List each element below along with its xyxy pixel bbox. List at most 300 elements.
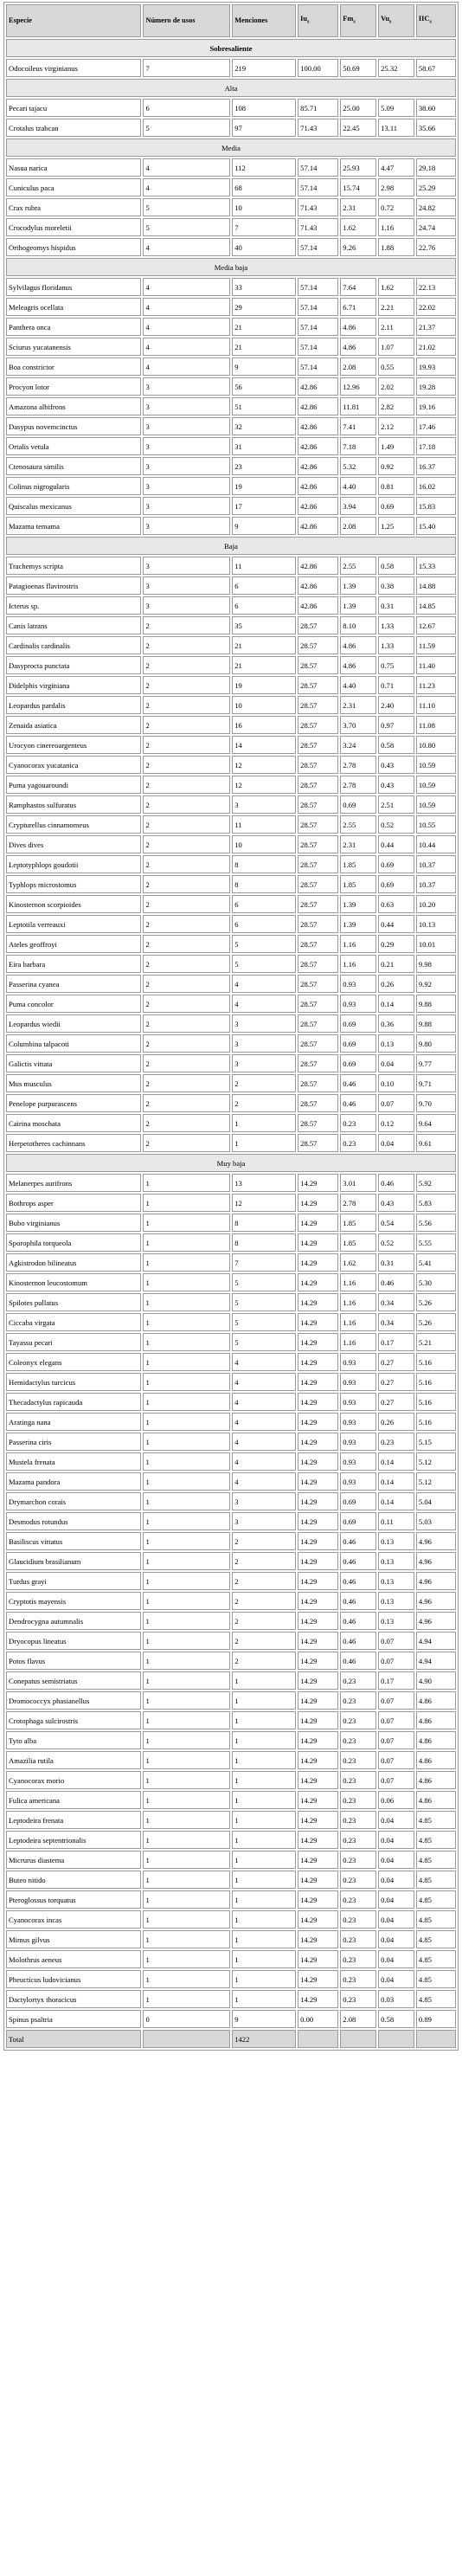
cell-vus: 0.07 xyxy=(378,1652,414,1670)
cell-iics: 9.88 xyxy=(416,995,456,1013)
cell-numero-usos: 5 xyxy=(143,119,230,137)
cell-iics: 4.85 xyxy=(416,1871,456,1889)
cell-fms: 0.46 xyxy=(340,1532,376,1550)
cell-iics: 5.83 xyxy=(416,1194,456,1212)
cell-ius: 28.57 xyxy=(298,656,338,674)
cell-ius: 57.14 xyxy=(298,178,338,196)
cell-ius: 57.14 xyxy=(298,158,338,177)
cell-especie: Amazilia rutila xyxy=(6,1751,141,1769)
cell-menciones: 9 xyxy=(232,517,296,535)
cell-vus: 1.16 xyxy=(378,218,414,236)
cell-iics: 25.29 xyxy=(416,178,456,196)
cell-especie: Trachemys scripta xyxy=(6,557,141,575)
cell-ius: 14.29 xyxy=(298,1771,338,1789)
cell-fms: 0.46 xyxy=(340,1612,376,1630)
cell-iics: 17.18 xyxy=(416,437,456,455)
cell-vus: 0.46 xyxy=(378,1174,414,1192)
cell-fms: 0.23 xyxy=(340,1871,376,1889)
cell-menciones: 12 xyxy=(232,776,296,794)
cell-ius: 14.29 xyxy=(298,1273,338,1291)
cell-numero-usos: 5 xyxy=(143,198,230,216)
cell-menciones: 1 xyxy=(232,1751,296,1769)
cell-especie: Leopardus pardalis xyxy=(6,696,141,714)
cell-fms: 3.94 xyxy=(340,497,376,515)
cell-numero-usos: 7 xyxy=(143,59,230,77)
cell-iics: 9.92 xyxy=(416,975,456,993)
cell-fms: 0.23 xyxy=(340,1831,376,1849)
cell-menciones: 2 xyxy=(232,1632,296,1650)
cell-vus: 0.17 xyxy=(378,1333,414,1351)
cell-iics: 38.60 xyxy=(416,99,456,117)
cell-iics: 16.02 xyxy=(416,477,456,495)
table-row xyxy=(6,1552,456,1570)
cell-vus: 0.14 xyxy=(378,1472,414,1491)
cell-numero-usos: 4 xyxy=(143,318,230,336)
cell-menciones: 21 xyxy=(232,656,296,674)
cell-especie: Dryocopus lineatus xyxy=(6,1632,141,1650)
cell-vus: 1.49 xyxy=(378,437,414,455)
cell-vus: 1.88 xyxy=(378,238,414,256)
table-row xyxy=(6,1572,456,1590)
cell-especie: Panthera onca xyxy=(6,318,141,336)
total-label: Total xyxy=(6,2030,141,2048)
cell-vus: 0.72 xyxy=(378,198,414,216)
table-row xyxy=(6,497,456,515)
col-header-fms: $Fm_s$ xyxy=(340,4,376,37)
cell-ius: 14.29 xyxy=(298,1253,338,1272)
table-row xyxy=(6,756,456,774)
cell-iics: 4.94 xyxy=(416,1632,456,1650)
cell-especie: Leptotila verreauxi xyxy=(6,915,141,933)
cell-iics: 4.96 xyxy=(416,1612,456,1630)
cell-vus: 0.14 xyxy=(378,1492,414,1510)
cell-vus: 0.71 xyxy=(378,676,414,694)
cell-ius: 14.29 xyxy=(298,1652,338,1670)
cell-menciones: 12 xyxy=(232,1194,296,1212)
cell-especie: Dactylortyx thoracicus xyxy=(6,1990,141,2008)
cell-iics: 10.44 xyxy=(416,835,456,853)
cell-vus: 0.58 xyxy=(378,2010,414,2028)
cell-fms: 4.40 xyxy=(340,477,376,495)
cell-menciones: 4 xyxy=(232,1353,296,1371)
table-row xyxy=(6,1472,456,1491)
table-row xyxy=(6,1910,456,1929)
cell-fms: 4.86 xyxy=(340,656,376,674)
cell-menciones: 2 xyxy=(232,1074,296,1092)
cell-menciones: 108 xyxy=(232,99,296,117)
cell-ius: 14.29 xyxy=(298,1433,338,1451)
cell-numero-usos: 1 xyxy=(143,1990,230,2008)
table-row xyxy=(6,696,456,714)
cell-numero-usos: 1 xyxy=(143,1771,230,1789)
cell-numero-usos: 2 xyxy=(143,636,230,654)
table-row xyxy=(6,1253,456,1272)
cell-numero-usos: 3 xyxy=(143,497,230,515)
table-row xyxy=(6,437,456,455)
cell-iics: 4.90 xyxy=(416,1671,456,1690)
cell-iics: 5.12 xyxy=(416,1452,456,1471)
cell-menciones: 11 xyxy=(232,815,296,834)
cell-numero-usos: 1 xyxy=(143,1851,230,1869)
cell-menciones: 4 xyxy=(232,1393,296,1411)
cell-menciones: 16 xyxy=(232,716,296,734)
table-row xyxy=(6,417,456,435)
cell-vus: 0.04 xyxy=(378,1950,414,1968)
cell-vus: 0.92 xyxy=(378,457,414,475)
cell-vus: 0.38 xyxy=(378,576,414,595)
cell-vus: 0.13 xyxy=(378,1592,414,1610)
cell-numero-usos: 1 xyxy=(143,1930,230,1948)
cell-ius: 42.86 xyxy=(298,457,338,475)
cell-fms: 0.93 xyxy=(340,1433,376,1451)
cell-numero-usos: 1 xyxy=(143,1950,230,1968)
cell-ius: 14.29 xyxy=(298,1612,338,1630)
cell-iics: 9.71 xyxy=(416,1074,456,1092)
table-row xyxy=(6,99,456,117)
table-row xyxy=(6,776,456,794)
cell-iics: 9.88 xyxy=(416,1014,456,1033)
table-row xyxy=(6,616,456,634)
cell-especie: Puma yagouaroundi xyxy=(6,776,141,794)
cell-ius: 71.43 xyxy=(298,198,338,216)
cell-iics: 19.16 xyxy=(416,397,456,415)
cell-numero-usos: 1 xyxy=(143,1671,230,1690)
table-row xyxy=(6,716,456,734)
cell-menciones: 3 xyxy=(232,1512,296,1530)
cell-menciones: 7 xyxy=(232,218,296,236)
cell-especie: Thecadactylus rapicauda xyxy=(6,1393,141,1411)
cell-especie: Cyanocorax incas xyxy=(6,1910,141,1929)
cell-vus: 1.62 xyxy=(378,278,414,296)
cell-menciones: 1 xyxy=(232,1711,296,1729)
cell-vus: 0.04 xyxy=(378,1890,414,1909)
table-row xyxy=(6,59,456,77)
cell-ius: 14.29 xyxy=(298,1910,338,1929)
cell-ius: 28.57 xyxy=(298,875,338,893)
cell-menciones: 8 xyxy=(232,1233,296,1252)
cell-fms: 0.23 xyxy=(340,1930,376,1948)
cell-especie: Colinus nigrogularis xyxy=(6,477,141,495)
cell-iics: 4.86 xyxy=(416,1751,456,1769)
group-header-row xyxy=(6,79,456,97)
cell-especie: Orthogeomys hispidus xyxy=(6,238,141,256)
cell-fms: 2.08 xyxy=(340,2010,376,2028)
cell-especie: Boa constrictor xyxy=(6,357,141,376)
cell-fms: 22.45 xyxy=(340,119,376,137)
cell-vus: 0.52 xyxy=(378,1233,414,1252)
cell-ius: 14.29 xyxy=(298,1373,338,1391)
cell-vus: 0.43 xyxy=(378,776,414,794)
cell-fms: 12.96 xyxy=(340,377,376,396)
cell-numero-usos: 2 xyxy=(143,1054,230,1072)
cell-fms: 3.24 xyxy=(340,736,376,754)
cell-numero-usos: 1 xyxy=(143,1214,230,1232)
cell-menciones: 21 xyxy=(232,318,296,336)
cell-numero-usos: 1 xyxy=(143,1811,230,1829)
cell-iics: 4.96 xyxy=(416,1592,456,1610)
cell-ius: 14.29 xyxy=(298,1233,338,1252)
cell-ius: 14.29 xyxy=(298,1293,338,1311)
cell-iics: 9.98 xyxy=(416,955,456,973)
cell-vus: 0.43 xyxy=(378,1194,414,1212)
cell-vus: 0.13 xyxy=(378,1532,414,1550)
cell-numero-usos: 2 xyxy=(143,616,230,634)
cell-numero-usos: 1 xyxy=(143,1691,230,1710)
cell-vus: 0.44 xyxy=(378,915,414,933)
cell-ius: 14.29 xyxy=(298,1751,338,1769)
cell-ius: 14.29 xyxy=(298,1831,338,1849)
cell-especie: Crypturellus cinnamomeus xyxy=(6,815,141,834)
table-body xyxy=(6,39,456,2048)
cell-fms: 0.23 xyxy=(340,1711,376,1729)
table-row xyxy=(6,1632,456,1650)
cell-iics: 10.01 xyxy=(416,935,456,953)
cell-menciones: 7 xyxy=(232,1253,296,1272)
cell-fms: 0.23 xyxy=(340,1950,376,1968)
cell-ius: 14.29 xyxy=(298,1930,338,1948)
cell-fms: 1.85 xyxy=(340,1233,376,1252)
table-row xyxy=(6,795,456,814)
cell-fms: 0.69 xyxy=(340,1014,376,1033)
cell-fms: 1.16 xyxy=(340,1333,376,1351)
cell-numero-usos: 2 xyxy=(143,1114,230,1132)
cell-ius: 14.29 xyxy=(298,1632,338,1650)
cell-iics: 5.16 xyxy=(416,1353,456,1371)
cell-fms: 0.23 xyxy=(340,1751,376,1769)
cell-ius: 28.57 xyxy=(298,716,338,734)
cell-ius: 42.86 xyxy=(298,576,338,595)
cell-vus: 0.31 xyxy=(378,1253,414,1272)
cell-menciones: 2 xyxy=(232,1612,296,1630)
cell-iics: 19.93 xyxy=(416,357,456,376)
cell-fms: 25.93 xyxy=(340,158,376,177)
cell-ius: 28.57 xyxy=(298,696,338,714)
cell-iics: 4.86 xyxy=(416,1771,456,1789)
cell-numero-usos: 1 xyxy=(143,1492,230,1510)
cell-ius: 57.14 xyxy=(298,318,338,336)
cell-vus: 0.07 xyxy=(378,1094,414,1112)
cell-especie: Buteo nitido xyxy=(6,1871,141,1889)
cell-fms: 0.23 xyxy=(340,1771,376,1789)
cell-menciones: 1 xyxy=(232,1910,296,1929)
cell-especie: Mazama temama xyxy=(6,517,141,535)
cell-especie: Dasypus novemcinctus xyxy=(6,417,141,435)
table-row xyxy=(6,935,456,953)
cell-ius: 14.29 xyxy=(298,1313,338,1331)
cell-menciones: 219 xyxy=(232,59,296,77)
table-row xyxy=(6,1214,456,1232)
cell-ius: 14.29 xyxy=(298,1452,338,1471)
cell-menciones: 21 xyxy=(232,338,296,356)
cell-numero-usos: 4 xyxy=(143,158,230,177)
cell-ius: 42.86 xyxy=(298,557,338,575)
cell-vus: 0.13 xyxy=(378,1572,414,1590)
cell-fms: 1.85 xyxy=(340,1214,376,1232)
cell-vus: 0.69 xyxy=(378,497,414,515)
cell-menciones: 32 xyxy=(232,417,296,435)
cell-numero-usos: 2 xyxy=(143,1014,230,1033)
cell-menciones: 14 xyxy=(232,736,296,754)
cell-iics: 14.88 xyxy=(416,576,456,595)
table-row xyxy=(6,1970,456,1988)
cell-numero-usos: 3 xyxy=(143,377,230,396)
table-row xyxy=(6,119,456,137)
cell-numero-usos: 1 xyxy=(143,1472,230,1491)
group-label: Media xyxy=(6,138,456,157)
cell-especie: Columbina talpacoti xyxy=(6,1034,141,1053)
cell-vus: 0.29 xyxy=(378,935,414,953)
cell-numero-usos: 1 xyxy=(143,1592,230,1610)
table-row xyxy=(6,1313,456,1331)
cell-vus: 0.52 xyxy=(378,815,414,834)
cell-ius: 28.57 xyxy=(298,1094,338,1112)
table-row xyxy=(6,955,456,973)
cell-especie: Crotalus tzabcan xyxy=(6,119,141,137)
cell-fms: 1.85 xyxy=(340,875,376,893)
col-header-vus: $Vu_s$ xyxy=(378,4,414,37)
cell-menciones: 1 xyxy=(232,1871,296,1889)
cell-menciones: 5 xyxy=(232,935,296,953)
cell-vus: 0.26 xyxy=(378,975,414,993)
cell-numero-usos: 2 xyxy=(143,995,230,1013)
table-row xyxy=(6,1592,456,1610)
cell-fms: 9.26 xyxy=(340,238,376,256)
col-header-ius: $Iu_s$ xyxy=(298,4,338,37)
cell-iics: 58.67 xyxy=(416,59,456,77)
cell-ius: 28.57 xyxy=(298,1034,338,1053)
cell-especie: Crotophaga sulcirostris xyxy=(6,1711,141,1729)
cell-numero-usos: 1 xyxy=(143,1552,230,1570)
cell-menciones: 12 xyxy=(232,756,296,774)
cell-vus: 0.97 xyxy=(378,716,414,734)
cell-ius: 28.57 xyxy=(298,895,338,913)
group-header-row xyxy=(6,39,456,57)
cell-vus: 0.04 xyxy=(378,1134,414,1152)
cell-menciones: 4 xyxy=(232,975,296,993)
cell-vus: 2.12 xyxy=(378,417,414,435)
cell-vus: 0.04 xyxy=(378,1970,414,1988)
cell-iics: 4.85 xyxy=(416,1930,456,1948)
cell-iics: 21.37 xyxy=(416,318,456,336)
cell-vus: 0.04 xyxy=(378,1811,414,1829)
cell-menciones: 6 xyxy=(232,596,296,615)
cell-ius: 28.57 xyxy=(298,676,338,694)
cell-numero-usos: 2 xyxy=(143,776,230,794)
cell-numero-usos: 3 xyxy=(143,576,230,595)
cell-vus: 0.12 xyxy=(378,1114,414,1132)
cell-menciones: 2 xyxy=(232,1552,296,1570)
cell-menciones: 4 xyxy=(232,1452,296,1471)
cell-numero-usos: 1 xyxy=(143,1333,230,1351)
cell-vus: 0.14 xyxy=(378,995,414,1013)
cell-menciones: 11 xyxy=(232,557,296,575)
cell-numero-usos: 2 xyxy=(143,1134,230,1152)
cell-ius: 14.29 xyxy=(298,1194,338,1212)
cell-numero-usos: 2 xyxy=(143,955,230,973)
cell-iics: 5.26 xyxy=(416,1313,456,1331)
table-row xyxy=(6,875,456,893)
species-use-table xyxy=(3,2,459,2051)
cell-especie: Passerina cyanea xyxy=(6,975,141,993)
col-header-especie: Especie xyxy=(6,4,141,37)
cell-especie: Kinosternon scorpioides xyxy=(6,895,141,913)
cell-vus: 0.13 xyxy=(378,1552,414,1570)
cell-numero-usos: 3 xyxy=(143,397,230,415)
cell-menciones: 35 xyxy=(232,616,296,634)
cell-fms: 0.23 xyxy=(340,1134,376,1152)
cell-numero-usos: 2 xyxy=(143,656,230,674)
table-row xyxy=(6,338,456,356)
cell-menciones: 4 xyxy=(232,995,296,1013)
cell-numero-usos: 4 xyxy=(143,357,230,376)
cell-especie: Sylvilagus floridanus xyxy=(6,278,141,296)
cell-numero-usos: 1 xyxy=(143,1871,230,1889)
cell-vus: 0.07 xyxy=(378,1771,414,1789)
cell-vus: 0.17 xyxy=(378,1671,414,1690)
cell-ius: 100.00 xyxy=(298,59,338,77)
cell-especie: Sporophila torqueola xyxy=(6,1233,141,1252)
table-row xyxy=(6,517,456,535)
cell-iics: 9.77 xyxy=(416,1054,456,1072)
cell-ius: 0.00 xyxy=(298,2010,338,2028)
cell-fms: 0.46 xyxy=(340,1572,376,1590)
cell-menciones: 6 xyxy=(232,895,296,913)
cell-numero-usos: 1 xyxy=(143,1791,230,1809)
cell-fms: 0.23 xyxy=(340,1970,376,1988)
cell-numero-usos: 1 xyxy=(143,1174,230,1192)
cell-iics: 9.70 xyxy=(416,1094,456,1112)
cell-especie: Mimus gilvus xyxy=(6,1930,141,1948)
cell-especie: Spilotes pullatus xyxy=(6,1293,141,1311)
group-header-row xyxy=(6,537,456,555)
cell-ius: 28.57 xyxy=(298,776,338,794)
table-row xyxy=(6,1333,456,1351)
cell-numero-usos: 1 xyxy=(143,1711,230,1729)
cell-menciones: 10 xyxy=(232,696,296,714)
cell-ius: 14.29 xyxy=(298,1731,338,1749)
cell-especie: Icterus sp. xyxy=(6,596,141,615)
cell-fms: 0.23 xyxy=(340,1671,376,1690)
cell-fms: 2.55 xyxy=(340,557,376,575)
cell-vus: 0.36 xyxy=(378,1014,414,1033)
cell-menciones: 2 xyxy=(232,1652,296,1670)
table-row xyxy=(6,815,456,834)
cell-iics: 4.85 xyxy=(416,1990,456,2008)
cell-ius: 57.14 xyxy=(298,238,338,256)
cell-menciones: 4 xyxy=(232,1413,296,1431)
cell-fms: 1.39 xyxy=(340,576,376,595)
table-row xyxy=(6,1174,456,1192)
total-vus xyxy=(378,2030,414,2048)
cell-especie: Drymarchon corais xyxy=(6,1492,141,1510)
header-row xyxy=(6,4,456,37)
table-row xyxy=(6,457,456,475)
table-row xyxy=(6,1691,456,1710)
cell-vus: 0.27 xyxy=(378,1353,414,1371)
cell-numero-usos: 2 xyxy=(143,736,230,754)
cell-ius: 28.57 xyxy=(298,795,338,814)
cell-iics: 10.37 xyxy=(416,875,456,893)
cell-vus: 5.09 xyxy=(378,99,414,117)
cell-fms: 1.39 xyxy=(340,895,376,913)
cell-ius: 28.57 xyxy=(298,915,338,933)
cell-numero-usos: 2 xyxy=(143,975,230,993)
cell-ius: 14.29 xyxy=(298,1791,338,1809)
cell-numero-usos: 2 xyxy=(143,1074,230,1092)
cell-vus: 0.14 xyxy=(378,1452,414,1471)
cell-numero-usos: 5 xyxy=(143,218,230,236)
cell-iics: 35.66 xyxy=(416,119,456,137)
